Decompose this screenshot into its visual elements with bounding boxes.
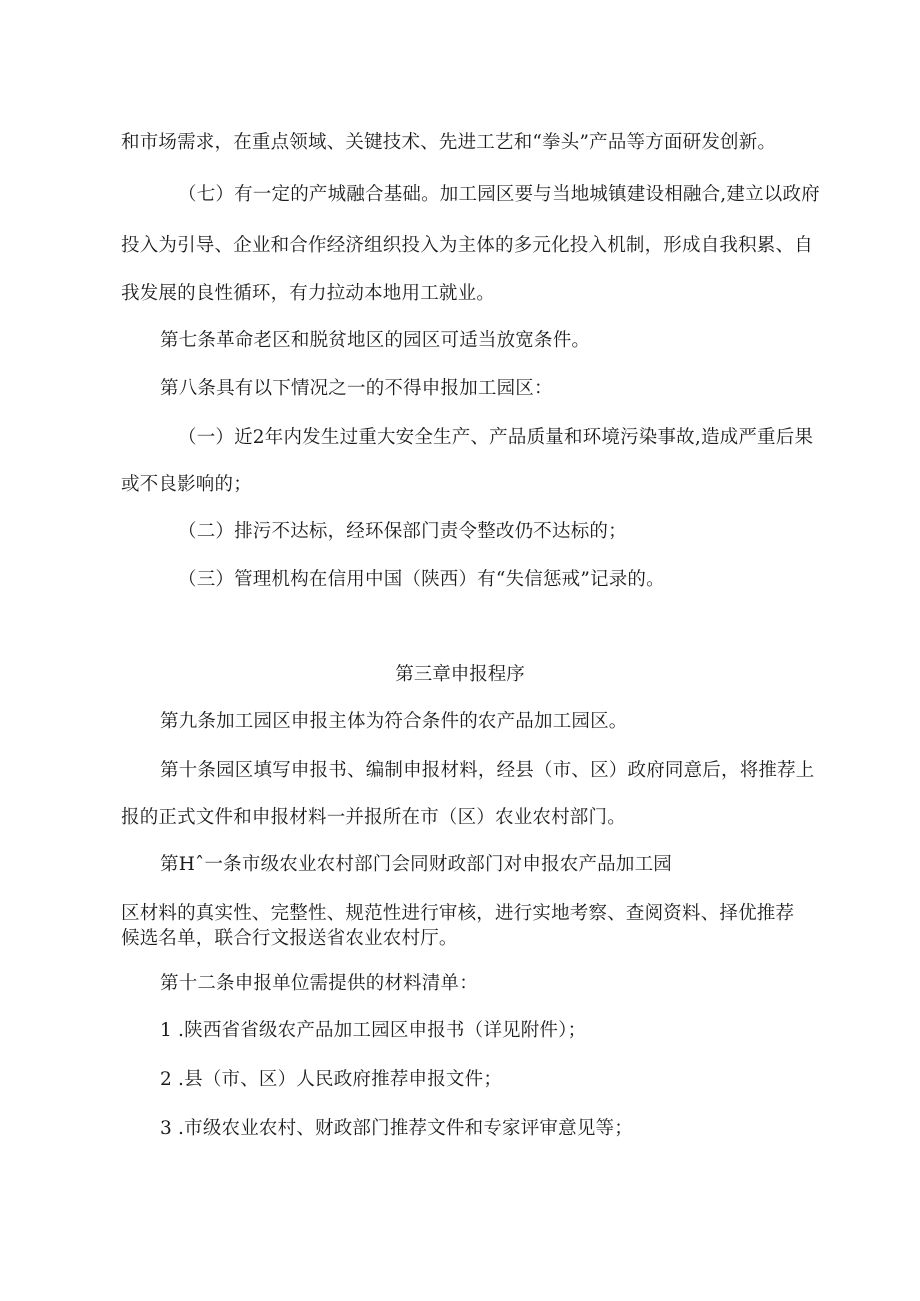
paragraph-line: 投入为引导、企业和合作经济组织投入为主体的多元化投入机制，形成自我积累、自	[121, 235, 813, 256]
paragraph-line: 第七条革命老区和脱贫地区的园区可适当放宽条件。	[160, 330, 591, 351]
paragraph-line: 第九条加工园区申报主体为符合条件的农产品加工园区。	[160, 711, 628, 732]
paragraph-line: （七）有一定的产城融合基础。加工园区要与当地城镇建设相融合,建立以政府	[178, 184, 820, 205]
paragraph-line: 第Hˆ一条市级农业农村部门会同财政部门对申报农产品加工园	[160, 854, 672, 875]
list-item: 1 .陕西省省级农产品加工园区申报书（详见附件）；	[160, 1020, 587, 1041]
paragraph-line: （三）管理机构在信用中国（陕西）有“失信惩戒”记录的。	[178, 569, 665, 590]
paragraph-line: 第十条园区填写申报书、编制申报材料，经县（市、区）政府同意后，将推荐上	[160, 760, 815, 781]
paragraph-line: 区材料的真实性、完整性、规范性进行审核，进行实地考察、查阅资料、择优推荐	[121, 903, 795, 924]
list-item: 3 .市级农业农村、财政部门推荐文件和专家评审意见等；	[160, 1118, 633, 1139]
paragraph-line: 报的正式文件和申报材料一并报所在市（区）农业农村部门。	[121, 807, 626, 828]
list-item: 2 .县（市、区）人民政府推荐申报文件；	[160, 1069, 503, 1090]
chapter-heading: 第三章申报程序	[395, 664, 525, 685]
paragraph-line: 我发展的良性循环，有力拉动本地用工就业。	[121, 283, 496, 304]
paragraph-line: 和市场需求，在重点领域、关键技术、先进工艺和“拳头”产品等方面研发创新。	[121, 132, 777, 153]
paragraph-line: 或不良影响的；	[121, 474, 252, 495]
paragraph-line: 第八条具有以下情况之一的不得申报加工园区：	[160, 378, 553, 399]
paragraph-line: 第十二条申报单位需提供的材料清单：	[160, 973, 478, 994]
paragraph-line: （一）近2年内发生过重大安全生产、产品质量和环境污染事故,造成严重后果	[178, 427, 814, 448]
paragraph-line: （二）排污不达标，经环保部门责令整改仍不达标的；	[178, 521, 627, 542]
paragraph-line: 候选名单，联合行文报送省农业农村厅。	[121, 928, 458, 949]
